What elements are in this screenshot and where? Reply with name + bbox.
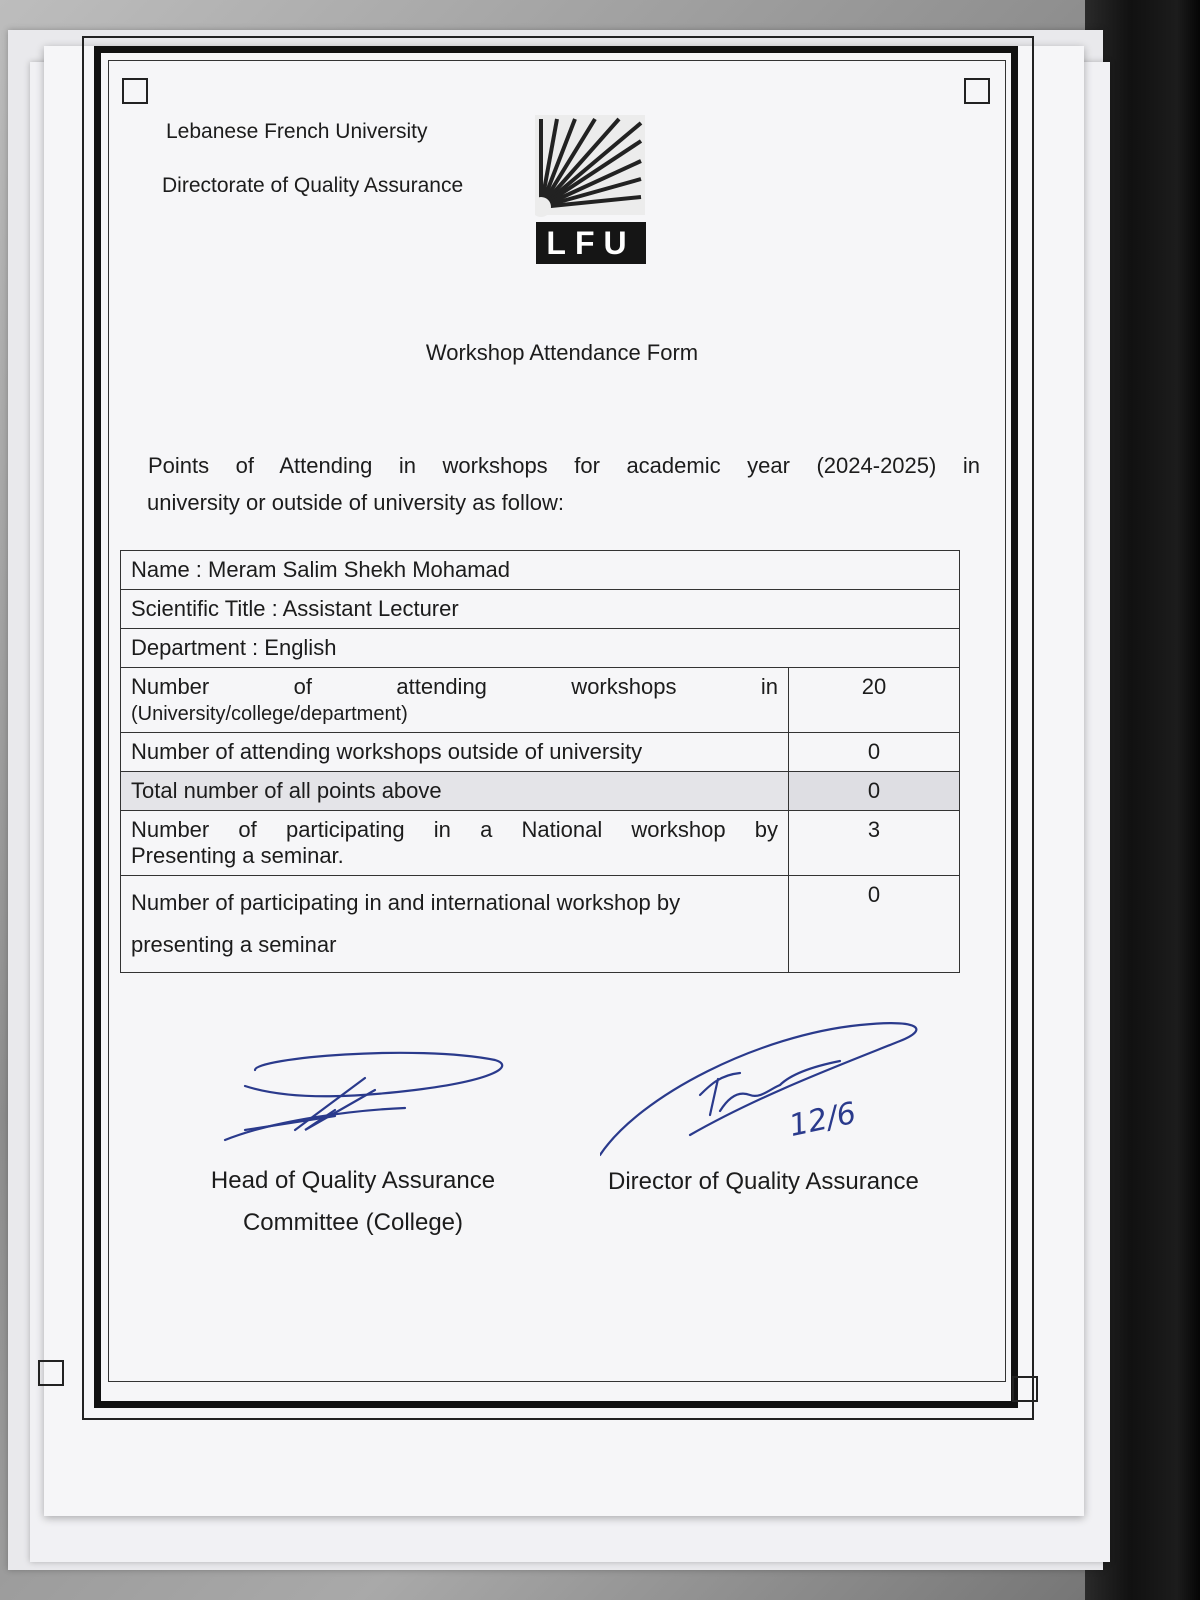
form-title: Workshop Attendance Form [425,340,699,365]
handwritten-date: 12/6 [786,1095,860,1144]
table-row [121,772,960,811]
row-value: 0 [789,772,960,811]
university-name: Lebanese French University [166,120,428,143]
row-value: 0 [789,733,960,772]
head-label-line2: Committee (College) [242,1209,464,1236]
signature-head-icon [215,1050,515,1160]
row-value: 20 [789,668,960,733]
row-label-line2: (University/college/department) [131,703,408,725]
intro-text-line2: university or outside of university as follow: [147,490,564,515]
table-row [121,551,960,590]
row-value: 3 [789,811,960,876]
row-label: Number of attending workshops outside of university [121,733,789,772]
scientific-title-cell: Scientific Title : Assistant Lecturer [121,590,960,629]
head-label-line1: Head of Quality Assurance [210,1167,496,1194]
department-cell: Department : English [121,629,960,668]
row-label-line1: Number of attending workshops in [131,674,778,699]
table-row [121,668,960,733]
table-row [121,811,960,876]
head-signature-label [168,1160,538,1244]
table-row [121,590,960,629]
row-label-line2: presenting a seminar [131,932,337,957]
row-label [121,876,789,973]
logo-text: LFU [536,222,646,264]
row-label-line1: Number of participating in and international workshop by [131,890,681,915]
directorate-name: Directorate of Quality Assurance [162,174,464,197]
table-row [121,733,960,772]
row-label [121,811,789,876]
signature-director-icon [600,1015,940,1175]
table-row [121,876,960,973]
row-label-line2: Presenting a seminar. [131,843,344,868]
intro-text-line1: Points of Attending in workshops for academic year (2024-2025) in [148,453,980,478]
row-label-line1: Number of participating in a National workshop by [131,817,778,842]
row-value: 0 [789,876,960,973]
row-label [121,668,789,733]
attendance-table [120,550,960,973]
row-label: Total number of all points above [121,772,789,811]
director-signature-label: Director of Quality Assurance [608,1168,919,1195]
name-cell: Name : Meram Salim Shekh Mohamad [121,551,960,590]
table-row [121,629,960,668]
